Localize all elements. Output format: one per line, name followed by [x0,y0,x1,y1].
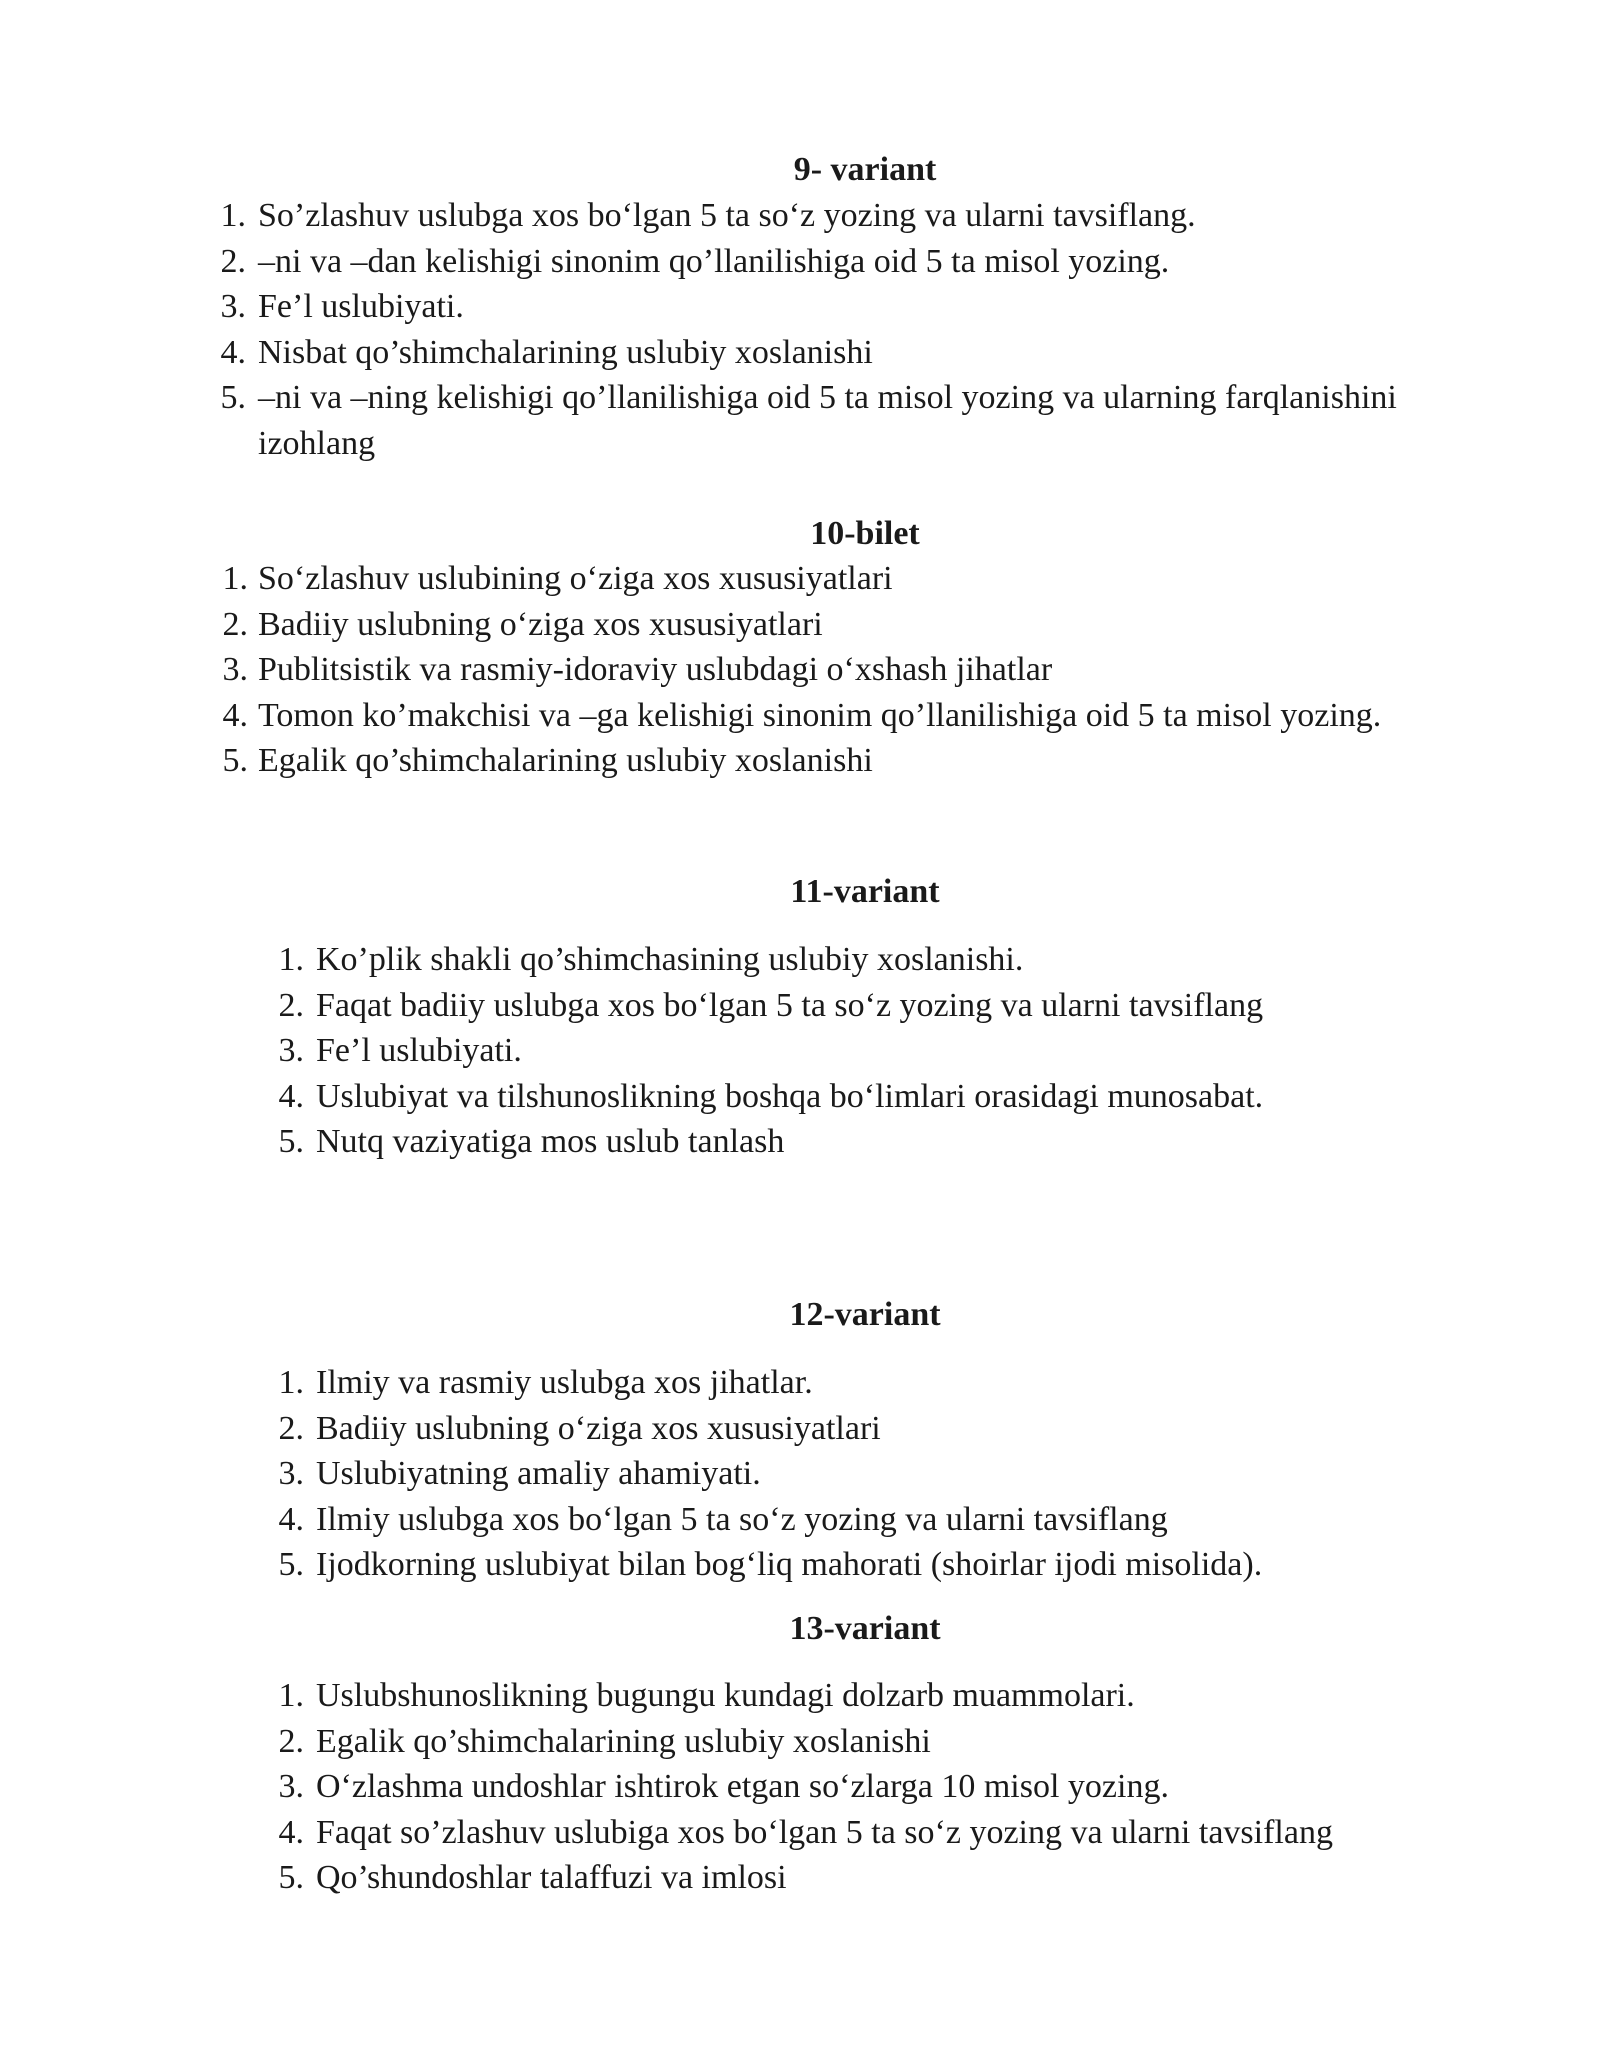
item-number: 5. [222,742,248,779]
item-text: Faqat so’zlashuv uslubiga xos bo‘lgan 5 ta so‘z yozing va ularni tavsiflang [316,1813,1333,1851]
item-number: 4. [278,1500,304,1538]
item-text: So‘zlashuv uslubining o‘ziga xos xususiyatlari [258,560,893,597]
list-item [278,1028,1556,1074]
item-number: 4. [220,333,246,371]
item-text: Ilmiy uslubga xos bo‘lgan 5 ta so‘z yozing va ularni tavsiflang [316,1500,1168,1538]
item-number: 2. [220,242,246,280]
item-text: Fe’l uslubiyati. [316,1032,522,1069]
item-text: Qo’shundoshlar talaffuzi va imlosi [316,1859,787,1896]
item-text: Badiiy uslubning o‘ziga xos xususiyatlari [316,1409,881,1447]
list-item [278,1810,1556,1856]
list-item [220,330,1498,376]
item-number: 1. [278,941,304,978]
item-text: Ijodkorning uslubiyat bilan bog‘liq mahorati (shoirlar ijodi misolida). [316,1546,1263,1583]
list-item [278,1451,1556,1497]
item-text: Uslubiyatning amaliy ahamiyati. [316,1455,761,1492]
list-item [278,1542,1556,1588]
section-heading: 11-variant [790,873,940,910]
item-text: Nisbat qo’shimchalarining uslubiy xoslanishi [258,333,873,371]
item-text: Egalik qo’shimchalarining uslubiy xoslanishi [316,1722,931,1760]
list-item [220,193,1498,239]
item-number: 2. [278,1409,304,1447]
item-number: 2. [278,986,304,1024]
item-number: 4. [222,696,248,734]
item-number: 1. [278,1364,304,1401]
list-item [220,239,1498,285]
item-text: Tomon ko’makchisi va –ga kelishigi sinonim qo’llanilishiga oid 5 ta misol yozing. [258,696,1382,734]
item-number: 5. [220,379,246,416]
list-item [278,1855,1556,1901]
item-text: Fe’l uslubiyati. [258,288,464,325]
list-item [278,1074,1556,1120]
item-text: Egalik qo’shimchalarining uslubiy xoslanishi [258,742,873,779]
section-heading: 12-variant [789,1296,941,1333]
question-list [222,556,1498,784]
list-item [278,1673,1556,1719]
item-text: Publitsistik va rasmiy-idoraviy uslubdagi o‘xshash jihatlar [258,651,1053,688]
list-item [222,647,1498,693]
item-number: 3. [278,1455,304,1492]
item-number: 2. [222,605,248,643]
list-item [278,1360,1556,1406]
item-text: Ilmiy va rasmiy uslubga xos jihatlar. [316,1364,813,1401]
list-item [278,1719,1556,1765]
list-item [278,1497,1556,1543]
question-list [278,1673,1556,1901]
item-number: 4. [278,1813,304,1851]
list-item [278,983,1556,1029]
item-number: 5. [278,1546,304,1583]
section-heading: 13-variant [789,1610,941,1647]
list-item [222,693,1498,739]
item-number: 3. [278,1032,304,1069]
question-list [278,937,1556,1165]
list-item [278,1406,1556,1452]
list-item [222,602,1498,648]
section-heading: 9- variant [793,151,937,188]
item-text: Nutq vaziyatiga mos uslub tanlash [316,1123,785,1160]
list-item [278,937,1556,983]
item-number: 4. [278,1077,304,1115]
item-number: 2. [278,1722,304,1760]
question-list [220,193,1498,466]
list-item [278,1119,1556,1165]
item-number: 5. [278,1123,304,1160]
item-text: –ni va –dan kelishigi sinonim qo’llanilishiga oid 5 ta misol yozing. [258,242,1170,280]
list-item [220,284,1498,330]
item-number: 1. [278,1677,304,1714]
list-item [220,375,1498,466]
item-number: 3. [220,288,246,325]
item-text: So’zlashuv uslubga xos bo‘lgan 5 ta so‘z yozing va ularni tavsiflang. [258,197,1196,234]
item-text: –ni va –ning kelishigi qo’llanilishiga oid 5 ta misol yozing va ularning farqlanishini izohlang [258,379,1397,462]
list-item [222,738,1498,784]
list-item [278,1764,1556,1810]
item-number: 1. [222,560,248,597]
item-text: Badiiy uslubning o‘ziga xos xususiyatlari [258,605,823,643]
question-list [278,1360,1556,1588]
section-heading: 10-bilet [810,515,920,552]
item-number: 3. [222,651,248,688]
list-item [222,556,1498,602]
item-text: Faqat badiiy uslubga xos bo‘lgan 5 ta so‘z yozing va ularni tavsiflang [316,986,1264,1024]
item-number: 1. [220,197,246,234]
item-text: Uslubshunoslikning bugungu kundagi dolzarb muammolari. [316,1677,1135,1714]
item-text: Uslubiyat va tilshunoslikning boshqa bo‘limlari orasidagi munosabat. [316,1077,1264,1115]
item-text: O‘zlashma undoshlar ishtirok etgan so‘zlarga 10 misol yozing. [316,1768,1169,1805]
item-text: Ko’plik shakli qo’shimchasining uslubiy xoslanishi. [316,941,1024,978]
item-number: 5. [278,1859,304,1896]
item-number: 3. [278,1768,304,1805]
